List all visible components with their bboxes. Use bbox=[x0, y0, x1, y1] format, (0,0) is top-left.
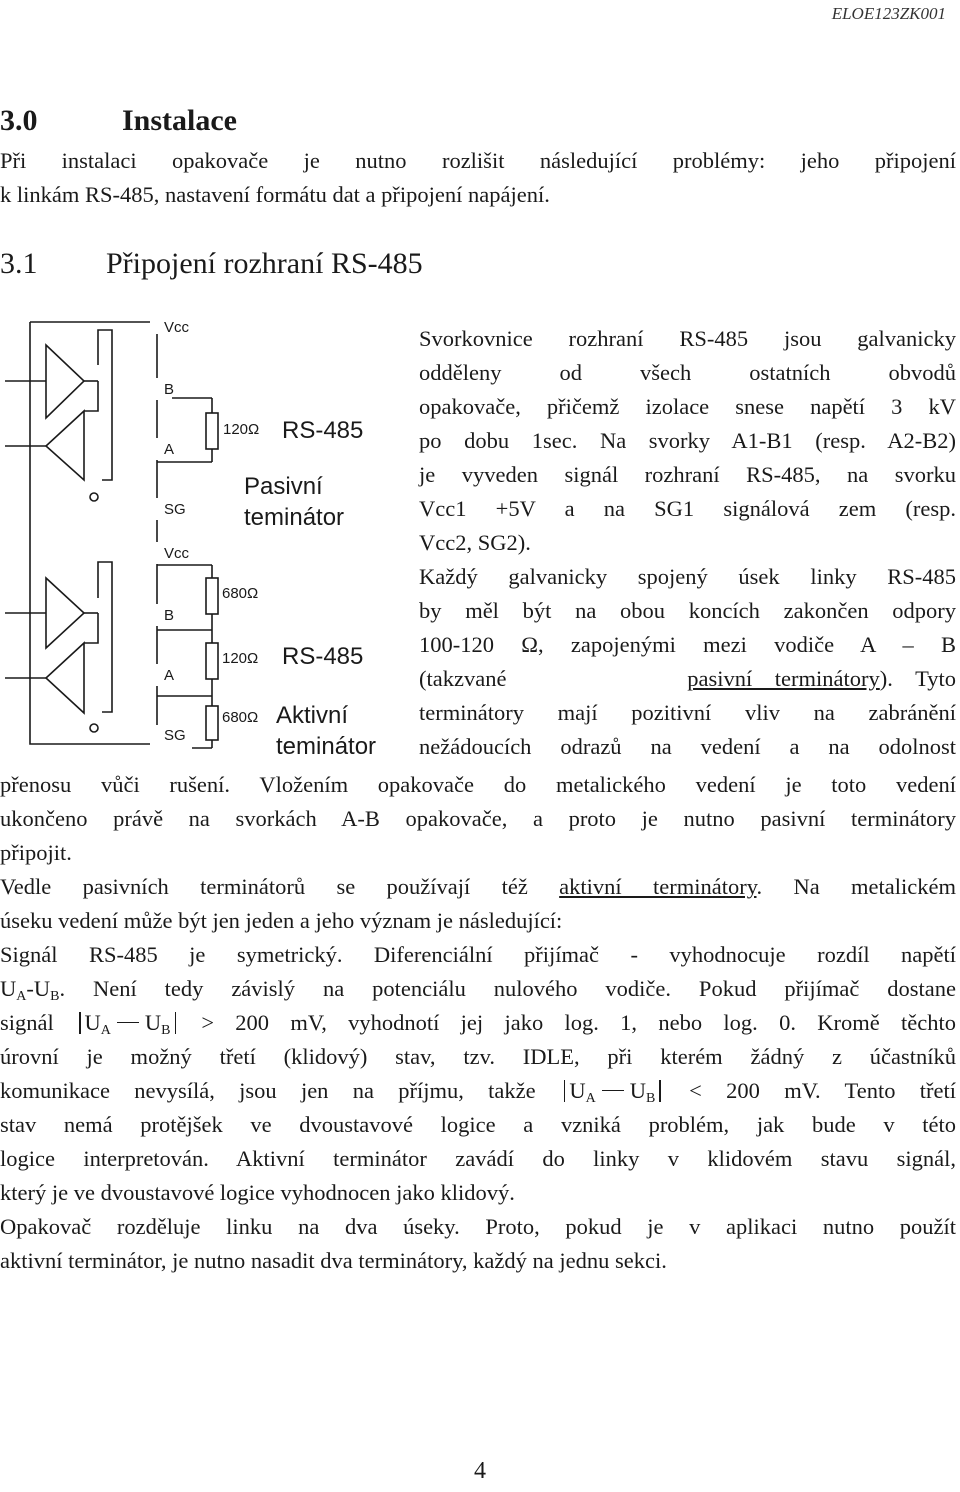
text-line: 100-120 Ω, zapojenými mezi vodiče A – B bbox=[419, 632, 956, 657]
text-line bbox=[0, 1074, 956, 1108]
text-line: který je ve dvoustavové logice vyhodnocen jako klidový. bbox=[0, 1180, 515, 1205]
text-line: Signál RS-485 je symetrický. Diferenciální přijímač - vyhodnocuje rozdíl napětí bbox=[0, 942, 956, 967]
text-line: odděleny od všech ostatních obvodů bbox=[419, 360, 956, 385]
pin-label-a: A bbox=[164, 441, 175, 458]
passive-terminator-label: Pasivní bbox=[244, 473, 323, 500]
text-line: Opakovač rozděluje linku na dva úseky. Proto, pokud je v aplikaci nutno použít bbox=[0, 1214, 956, 1239]
text-line: stav nemá protějšek ve dvoustavové logice a vzniká problém, jak bude v této bbox=[0, 1112, 956, 1137]
active-terminators-term: aktivní terminátory bbox=[559, 874, 757, 899]
formula-abs-diff: $U_A$ $U_B$ bbox=[75, 1010, 180, 1035]
driver-symbol bbox=[46, 578, 84, 648]
text-fragment: . Na metalickém bbox=[756, 874, 956, 899]
pin-label-sg: SG bbox=[164, 727, 186, 744]
text-fragment: ). Tyto bbox=[879, 666, 956, 691]
text-line: logice interpretován. Aktivní terminátor zavádí do linky v klidovém stavu signál, bbox=[0, 1146, 956, 1171]
page-number: 4 bbox=[474, 1458, 486, 1484]
active-terminator-label: Aktivní bbox=[276, 702, 349, 729]
text-line: terminátory mají pozitivní vliv na zabránění bbox=[419, 700, 956, 725]
intro-line: k linkám RS-485, nastavení formátu dat a připojení napájení. bbox=[0, 182, 550, 207]
text-line: Každý galvanicky spojený úsek linky RS-485 bbox=[419, 564, 956, 589]
text-line bbox=[0, 972, 956, 1006]
document-id: ELOE123ZK001 bbox=[831, 4, 946, 23]
intro-paragraph bbox=[0, 144, 956, 212]
text-line: úrovní je možný třetí (klidový) stav, tzv. IDLE, při kterém žádný z účastníků bbox=[0, 1044, 956, 1069]
side-paragraph bbox=[419, 322, 956, 764]
driver-symbol bbox=[46, 345, 84, 418]
enable-pin bbox=[90, 724, 98, 732]
resistor-680 bbox=[206, 578, 218, 614]
text-line: Vcc2, SG2). bbox=[419, 530, 531, 555]
resistor-value-label: 120Ω bbox=[223, 421, 260, 438]
text-line: Vcc1 +5V a na SG1 signálová zem (resp. bbox=[419, 496, 956, 521]
text-line: opakovače, přičemž izolace snese napětí 3 kV bbox=[419, 394, 956, 419]
body-paragraph bbox=[0, 768, 956, 1278]
resistor-680 bbox=[206, 706, 218, 740]
section-heading bbox=[0, 104, 237, 138]
intro-line: Při instalaci opakovače je nutno rozlišit následující problémy: jeho připojení bbox=[0, 148, 956, 173]
text-line: připojit. bbox=[0, 840, 72, 865]
text-line: přenosu vůči rušení. Vložením opakovače do metalického vedení je toto vedení bbox=[0, 772, 956, 797]
text-fragment: (takzvané bbox=[419, 666, 507, 691]
pin-label-sg: SG bbox=[164, 501, 186, 518]
enable-pin bbox=[90, 493, 98, 501]
receiver-symbol bbox=[46, 643, 84, 713]
pin-label-a: A bbox=[164, 667, 175, 684]
resistor-value-label: 680Ω bbox=[222, 585, 259, 602]
passive-terminator-label: teminátor bbox=[244, 504, 345, 531]
text-fragment: Vedle pasivních terminátorů se používají též bbox=[0, 874, 560, 899]
text-fragment: komunikace nevysílá, jsou jen na příjmu, takže bbox=[0, 1078, 560, 1103]
pin-label-b: B bbox=[164, 607, 175, 624]
text-line: nežádoucích odrazů na vedení a na odolnost bbox=[419, 734, 956, 759]
text-fragment: signál bbox=[0, 1010, 76, 1035]
pin-label-vcc: Vcc bbox=[164, 319, 190, 336]
pin-label-vcc: Vcc bbox=[164, 545, 190, 562]
text-line bbox=[0, 870, 956, 904]
formula-abs-diff: $U_A$ $U_B$ bbox=[560, 1078, 665, 1103]
text-line bbox=[0, 1006, 956, 1040]
subsection-number: 3.1 bbox=[0, 247, 38, 280]
text-fragment: > 200 mV, vyhodnotí jej jako log. 1, nebo log. 0. Kromě těchto bbox=[180, 1010, 956, 1035]
resistor-120 bbox=[206, 413, 218, 449]
resistor-value-label: 680Ω bbox=[222, 709, 259, 726]
text-fragment: . Není tedy závislý na potenciálu nulového vodiče. Pokud přijímač dostane bbox=[59, 976, 956, 1001]
text-line: aktivní terminátor, je nutno nasadit dva terminátory, každý na jednu sekci. bbox=[0, 1248, 667, 1273]
active-terminator-label: teminátor bbox=[276, 733, 377, 760]
text-line bbox=[419, 662, 956, 696]
text-line: ukončeno právě na svorkách A-B opakovače, a proto je nutno pasivní terminátory bbox=[0, 806, 956, 831]
section-number: 3.0 bbox=[0, 104, 38, 137]
text-line: úseku vedení může být jen jeden a jeho význam je následující: bbox=[0, 908, 563, 933]
subsection-heading bbox=[0, 247, 423, 281]
text-line: je vyveden signál rozhraní RS-485, na svorku bbox=[419, 462, 956, 487]
resistor-value-label: 120Ω bbox=[222, 650, 259, 667]
pin-label-b: B bbox=[164, 381, 175, 398]
text-line: by měl být na obou koncích zakončen odpory bbox=[419, 598, 956, 623]
rs485-label: RS-485 bbox=[282, 417, 364, 444]
text-line: Svorkovnice rozhraní RS-485 jsou galvanicky bbox=[419, 326, 956, 351]
text-fragment: < 200 mV. Tento třetí bbox=[664, 1078, 956, 1103]
subsection-title: Připojení rozhraní RS-485 bbox=[106, 247, 423, 280]
resistor-120 bbox=[206, 643, 218, 679]
text-line: po dobu 1sec. Na svorky A1-B1 (resp. A2-B2) bbox=[419, 428, 956, 453]
receiver-symbol bbox=[46, 411, 84, 480]
section-title: Instalace bbox=[122, 104, 237, 137]
formula-ua-ub: $U_A-U_B$ bbox=[0, 976, 60, 1004]
rs485-circuit-figure bbox=[0, 312, 410, 760]
passive-terminators-term: pasivní terminátory bbox=[687, 666, 880, 691]
rs485-label: RS-485 bbox=[282, 643, 364, 670]
